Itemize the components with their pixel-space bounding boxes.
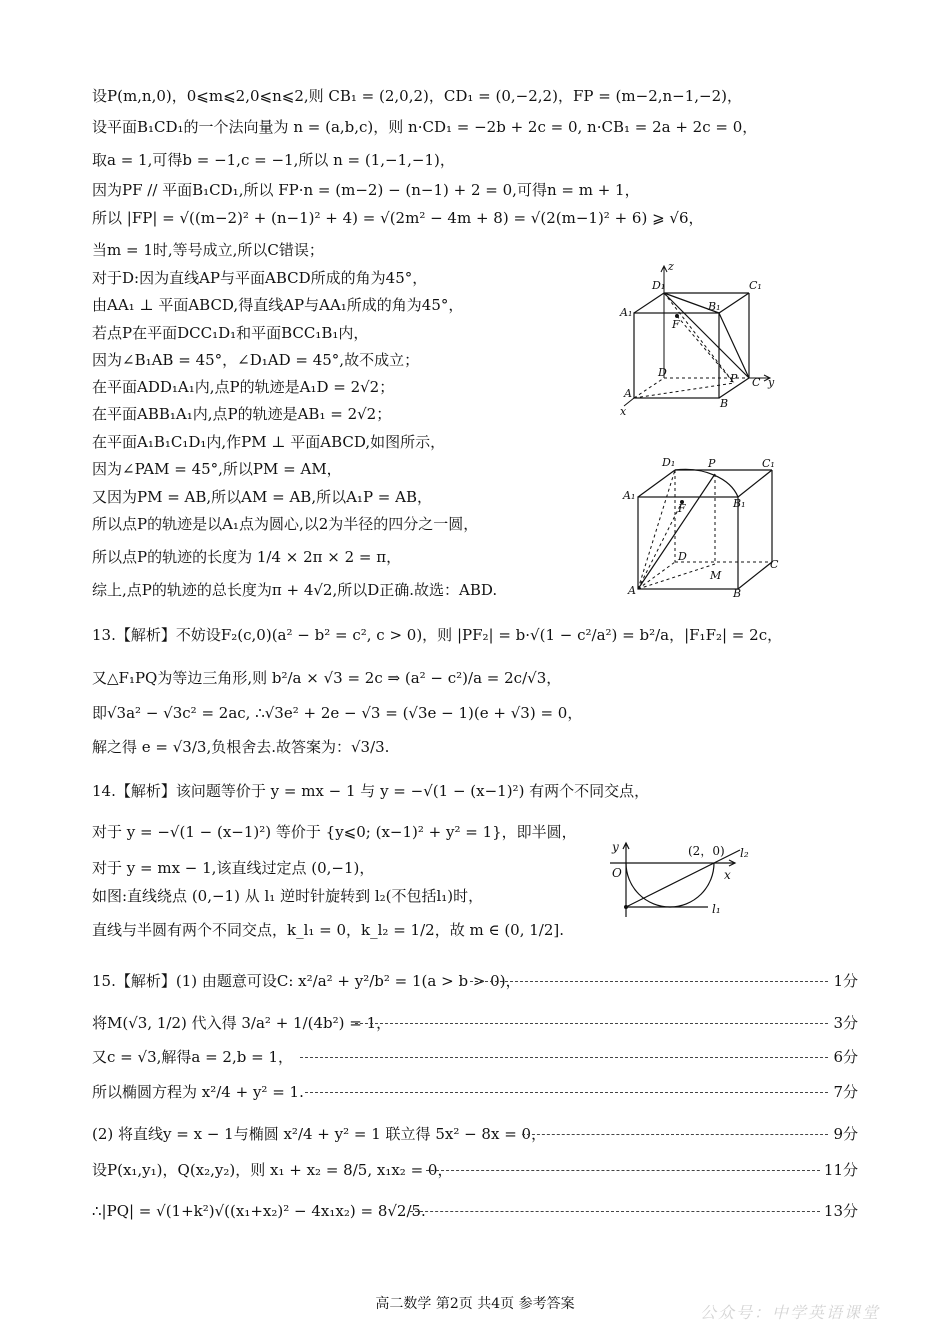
score-leader — [426, 1170, 820, 1171]
solution-line-9: 若点P在平面DCC₁D₁和平面BCC₁B₁内， — [92, 324, 369, 342]
label-B1: B₁ — [733, 497, 746, 510]
label-B: B — [720, 397, 729, 410]
solution-line-13: 在平面A₁B₁C₁D₁内,作PM ⊥ 平面ABCD,如图所示， — [92, 433, 446, 451]
label-point-2-0: (2，0) — [688, 844, 725, 858]
q14-line-5: 直线与半圆有两个不同交点，k_l₁ = 0，k_l₂ = 1/2，故 m ∈ (0, 1/2]. — [92, 921, 565, 939]
label-C: C — [752, 376, 761, 389]
label-A1: A₁ — [623, 489, 636, 502]
solution-line-4: 因为PF // 平面B₁CD₁,所以 FP·n = (m−2) − (n−1) + 2 = 0,可得n = m + 1， — [92, 181, 640, 199]
solution-line-1: 设P(m,n,0)，0⩽m⩽2,0⩽n⩽2,则 CB₁ = (2,0,2)，CD₁ = (0,−2,2)，FP = (m−2,n−1,−2)， — [92, 87, 743, 105]
label-C1: C₁ — [749, 279, 762, 292]
solution-line-8: 由AA₁ ⊥ 平面ABCD,得直线AP与AA₁所成的角为45°， — [92, 296, 464, 314]
q15-line-3: 又c = √3,解得a = 2,b = 1， — [92, 1048, 293, 1066]
label-C1: C₁ — [762, 457, 775, 470]
solution-line-11: 在平面ADD₁A₁内,点P的轨迹是A₁D = 2√2； — [92, 378, 395, 396]
label-z: z — [668, 260, 674, 273]
score-13: 13分 — [823, 1202, 858, 1220]
q13-line-2: 又△F₁PQ为等边三角形,则 b²/a × √3 = 2c ⇒ (a² − c²)/a = 2c/√3， — [92, 669, 562, 687]
q14-line-2: 对于 y = −√(1 − (x−1)²) 等价于 {y⩽0; (x−1)² + y² = 1}，即半圆， — [92, 823, 577, 841]
q15-line-2: 将M(√3, 1/2) 代入得 3/a² + 1/(4b²) = 1， — [92, 1014, 392, 1032]
label-A: A — [628, 584, 636, 597]
score-1: 1分 — [833, 972, 858, 990]
solution-line-2: 设平面B₁CD₁的一个法向量为 n = (a,b,c)，则 n·CD₁ = −2b + 2c = 0, n·CB₁ = 2a + 2c = 0， — [92, 118, 758, 136]
score-leader — [300, 1057, 828, 1058]
label-O: O — [612, 866, 622, 880]
q15-line-6: 设P(x₁,y₁)，Q(x₂,y₂)，则 x₁ + x₂ = 8/5, x₁x₂ = 0， — [92, 1161, 453, 1179]
solution-line-15: 又因为PM = AB,所以AM = AB,所以A₁P = AB， — [92, 488, 432, 506]
q15-line-5: (2) 将直线y = x − 1与椭圆 x²/4 + y² = 1 联立得 5x² − 8x = 0， — [92, 1125, 547, 1143]
score-leader — [470, 981, 828, 982]
solution-line-16: 所以点P的轨迹是以A₁点为圆心,以2为半径的四分之一圆， — [92, 515, 479, 533]
label-x: x — [724, 868, 731, 882]
q13-line-4: 解之得 e = √3/3,负根舍去.故答案为：√3/3. — [92, 738, 390, 756]
score-7: 7分 — [833, 1083, 858, 1101]
label-F: F — [678, 502, 686, 515]
q15-line-1: 15.【解析】(1) 由题意可设C: x²/a² + y²/b² = 1(a > b > 0)， — [92, 972, 521, 990]
label-A1: A₁ — [620, 306, 633, 319]
q15-line-7: ∴|PQ| = √(1+k²)√((x₁+x₂)² − 4x₁x₂) = 8√2/5. — [92, 1202, 426, 1220]
score-leader — [355, 1023, 828, 1024]
q15-line-4: 所以椭圆方程为 x²/4 + y² = 1. — [92, 1083, 304, 1101]
label-A: A — [624, 387, 632, 400]
solution-line-3: 取a = 1,可得b = −1,c = −1,所以 n = (1,−1,−1)， — [92, 151, 455, 169]
solution-line-12: 在平面ABB₁A₁内,点P的轨迹是AB₁ = 2√2； — [92, 405, 392, 423]
label-l2: l₂ — [740, 846, 749, 860]
score-leader — [522, 1134, 828, 1135]
label-B1: B₁ — [708, 300, 721, 313]
q14-line-3: 对于 y = mx − 1,该直线过定点 (0,−1)， — [92, 859, 375, 877]
q14-line-1: 14.【解析】该问题等价于 y = mx − 1 与 y = −√(1 − (x−1)²) 有两个不同交点， — [92, 782, 650, 800]
solution-line-5: 所以 |FP| = √((m−2)² + (n−1)² + 4) = √(2m² − 4m + 8) = √(2(m−1)² + 6) ⩾ √6， — [92, 209, 704, 227]
label-M: M — [710, 569, 722, 582]
label-C: C — [770, 558, 779, 571]
solution-line-14: 因为∠PAM = 45°,所以PM = AM， — [92, 460, 342, 478]
watermark: 公众号：中学英语课堂 — [699, 1303, 880, 1322]
semicircle-figure — [600, 835, 760, 923]
label-B: B — [733, 587, 742, 600]
score-leader — [410, 1211, 820, 1212]
label-D1: D₁ — [662, 456, 676, 469]
score-leader — [305, 1092, 828, 1093]
label-P: P — [708, 457, 716, 470]
solution-line-17: 所以点P的轨迹的长度为 1/4 × 2π × 2 = π， — [92, 548, 402, 566]
solution-line-7: 对于D:因为直线AP与平面ABCD所成的角为45°， — [92, 269, 428, 287]
solution-line-18: 综上,点P的轨迹的总长度为π + 4√2,所以D正确.故选：ABD. — [92, 581, 498, 599]
label-D1: D₁ — [652, 279, 666, 292]
cube-figure-1 — [612, 258, 792, 418]
label-F: F — [672, 318, 680, 331]
q13-line-3: 即√3a² − √3c² = 2ac, ∴√3e² + 2e − √3 = (√3e − 1)(e + √3) = 0， — [92, 704, 583, 722]
q13-line-1: 13.【解析】不妨设F₂(c,0)(a² − b² = c², c > 0)，则 |PF₂| = b·√(1 − c²/a²) = b²/a，|F₁F₂| = 2c， — [92, 626, 783, 644]
label-y: y — [612, 840, 619, 854]
solution-line-10: 因为∠B₁AB = 45°，∠D₁AD = 45°,故不成立； — [92, 351, 420, 369]
score-11: 11分 — [823, 1161, 858, 1179]
cube-figure-2 — [620, 452, 795, 602]
score-6: 6分 — [833, 1048, 858, 1066]
page-footer: 高二数学 第2页 共4页 参考答案 — [375, 1296, 575, 1312]
score-3: 3分 — [833, 1014, 858, 1032]
q14-line-4: 如图:直线绕点 (0,−1) 从 l₁ 逆时针旋转到 l₂(不包括l₁)时， — [92, 887, 484, 905]
label-P: P — [730, 372, 738, 385]
solution-line-6: 当m = 1时,等号成立,所以C错误； — [92, 241, 324, 259]
label-y: y — [768, 376, 775, 389]
label-D: D — [678, 550, 687, 563]
label-l1: l₁ — [712, 902, 721, 916]
label-x: x — [620, 405, 627, 418]
label-D: D — [658, 366, 667, 379]
score-9: 9分 — [833, 1125, 858, 1143]
